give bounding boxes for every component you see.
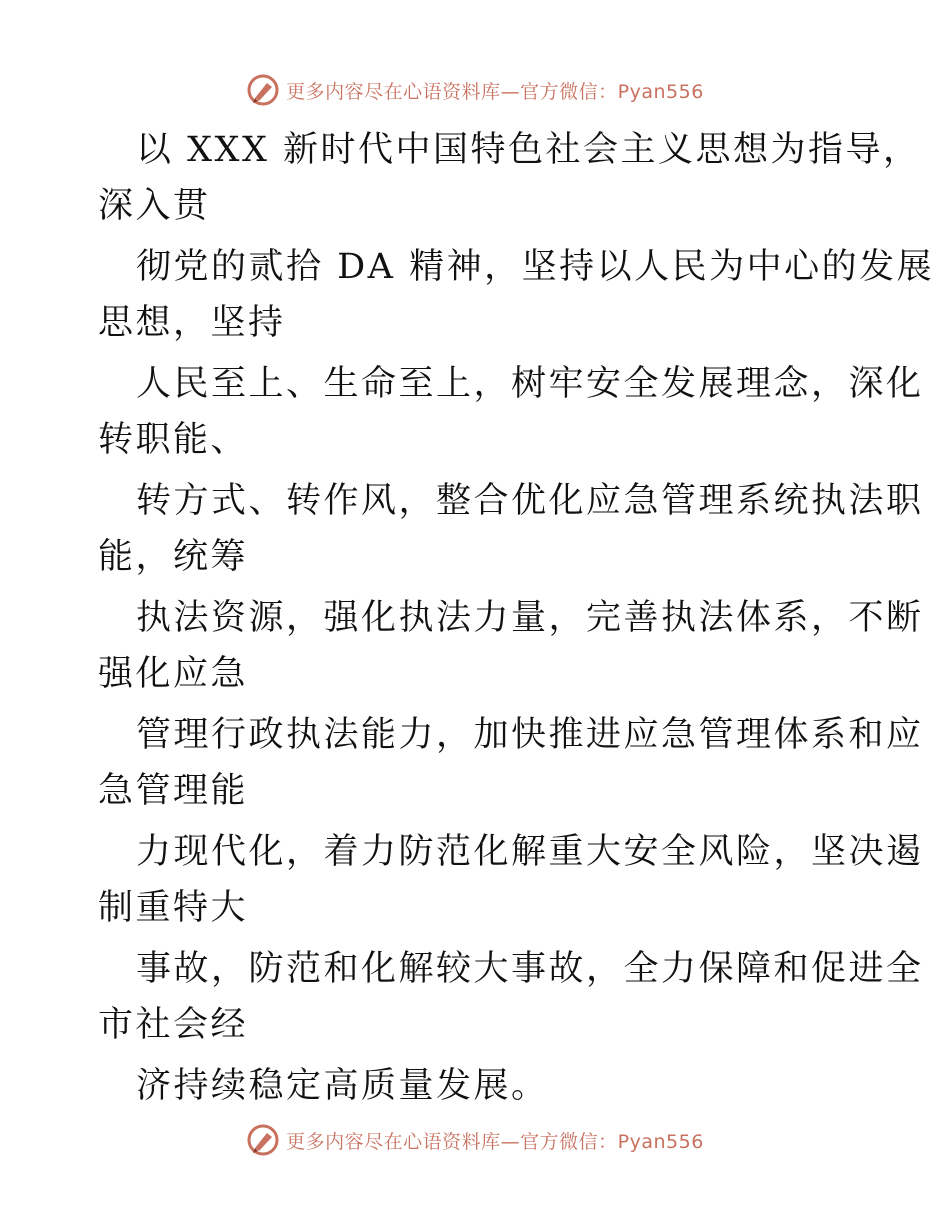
paragraph-line-continuation: 能，统筹 <box>98 537 249 577</box>
paragraph-line: 执法资源，强化执法力量，完善执法体系，不断 <box>136 598 924 638</box>
pen-logo-icon <box>246 73 280 107</box>
paragraph-line-continuation: 强化应急 <box>98 654 249 694</box>
paragraph-line-continuation: 转职能、 <box>98 420 249 460</box>
paragraph-line: 管理行政执法能力，加快推进应急管理体系和应 <box>136 715 924 755</box>
paragraph-line-continuation: 市社会经 <box>98 1005 249 1045</box>
footer-banner <box>0 1120 950 1160</box>
paragraph-line: 力现代化，着力防范化解重大安全风险，坚决遏 <box>136 832 924 872</box>
paragraph-line-continuation: 深入贯 <box>98 186 211 226</box>
paragraph-line: 人民至上、生命至上，树牢安全发展理念，深化 <box>136 364 924 404</box>
header-banner <box>0 70 950 110</box>
paragraph-line: 彻党的贰拾 DA 精神，坚持以人民为中心的发展 <box>136 247 935 287</box>
banner-text: 更多内容尽在心语资料库—官方微信：Pyan556 <box>286 1130 704 1153</box>
paragraph-line-continuation: 思想，坚持 <box>98 303 286 343</box>
paragraph-line-continuation: 急管理能 <box>98 771 249 811</box>
paragraph-line: 以 XXX 新时代中国特色社会主义思想为指导， <box>136 130 921 170</box>
pen-logo-icon <box>246 1123 280 1157</box>
paragraph-line-continuation: 制重特大 <box>98 888 249 928</box>
banner-text: 更多内容尽在心语资料库—官方微信：Pyan556 <box>286 80 704 103</box>
paragraph-line: 事故，防范和化解较大事故，全力保障和促进全 <box>136 949 924 989</box>
paragraph-line: 济持续稳定高质量发展。 <box>136 1066 549 1106</box>
paragraph-line: 转方式、转作风，整合优化应急管理系统执法职 <box>136 481 924 521</box>
